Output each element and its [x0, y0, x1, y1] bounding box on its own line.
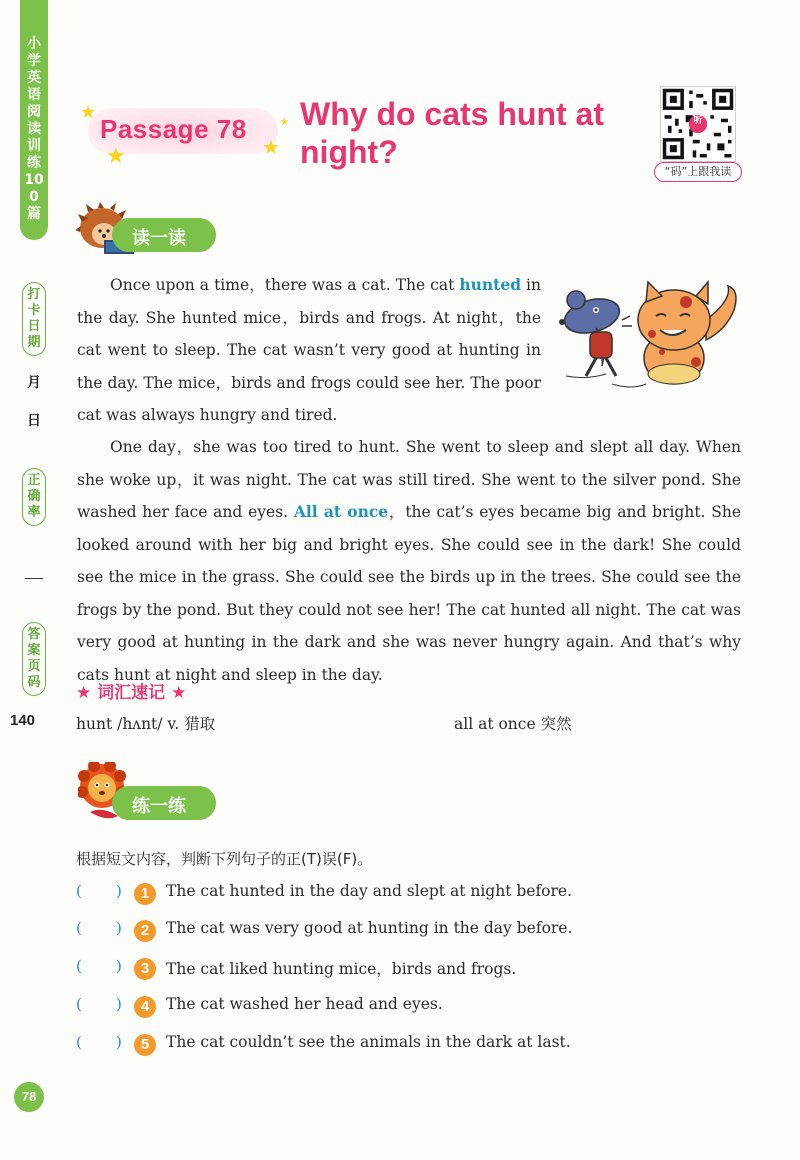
month-label: 月	[27, 375, 41, 391]
question-number: 5	[134, 1034, 156, 1056]
day-label: 日	[27, 413, 41, 429]
answer-page-number: 140	[10, 712, 36, 729]
answer-blank-close[interactable]: )	[116, 919, 122, 937]
star-icon: ★	[80, 102, 97, 123]
answer-page-label: 答案页码	[22, 622, 46, 696]
vocab-item-hunt: hunt /hʌnt/ v. 猎取	[76, 715, 216, 733]
highlight-phrase-all-at-once: All at once	[293, 502, 389, 521]
question-text: The cat liked hunting mice，birds and frogs.	[166, 960, 517, 978]
question-text: The cat hunted in the day and slept at night before.	[166, 882, 573, 900]
star-icon: ★	[280, 117, 289, 128]
star-icon: ★	[106, 144, 126, 169]
answer-blank-close[interactable]: )	[116, 882, 122, 900]
page-title: Why do cats hunt at night?	[300, 96, 604, 170]
answer-blank-open[interactable]: (	[76, 919, 82, 937]
paragraph-1-text-a: Once upon a time，there was a cat. The cat	[110, 276, 460, 294]
passage-paragraph-2	[77, 431, 741, 691]
qr-badge: 听	[693, 116, 703, 126]
question-number: 3	[134, 958, 156, 980]
paragraph-1-text-b: in the day. She hunted mice，birds and frogs. At night，the cat went to sleep. The cat wasn’t very good at hunting in the day. The mice，birds and frogs could see her. The poor cat was always hungry and tired.	[77, 276, 541, 424]
question-text: The cat couldn’t see the animals in the dark at last.	[166, 1033, 571, 1051]
paragraph-2-text-a: One day，she was too tired to hunt. She went to sleep and slept all day. When she woke up，it was night. The cat was still tired. She went to the silver pond. She washed her face and eyes.	[77, 438, 741, 521]
accuracy-blank	[25, 578, 43, 579]
answer-blank-open[interactable]: (	[76, 957, 82, 975]
question-text: The cat was very good at hunting in the day before.	[166, 919, 573, 937]
question-text: The cat washed her head and eyes.	[166, 995, 443, 1013]
question-number: 4	[134, 996, 156, 1018]
page-number: 78	[14, 1082, 44, 1112]
passage-label: Passage 78	[100, 114, 247, 144]
cat-and-mouse-illustration	[556, 280, 742, 392]
vocab-item-all-at-once: all at once 突然	[454, 715, 572, 733]
sidebar	[0, 0, 48, 1160]
answer-blank-close[interactable]: )	[116, 1033, 122, 1051]
practice-instruction: 根据短文内容，判断下列句子的正(T)误(F)。	[76, 850, 373, 868]
answer-blank-open[interactable]: (	[76, 995, 82, 1013]
answer-blank-open[interactable]: (	[76, 1033, 82, 1051]
star-icon: ★	[262, 135, 280, 159]
vocab-title: ★ 词汇速记 ★	[76, 683, 187, 703]
qr-code-box[interactable]	[654, 82, 742, 182]
qr-caption: “码”上跟我读	[654, 162, 742, 182]
answer-blank-open[interactable]: (	[76, 882, 82, 900]
answer-blank-close[interactable]: )	[116, 957, 122, 975]
question-number: 1	[134, 883, 156, 905]
answer-blank-close[interactable]: )	[116, 995, 122, 1013]
highlight-word-hunted: hunted	[459, 275, 522, 294]
read-section-title: 读一读	[132, 228, 186, 249]
series-title: 小学英语阅读训练100篇	[24, 36, 44, 222]
passage-paragraph-1	[77, 269, 541, 432]
accuracy-label: 正确率	[22, 468, 46, 526]
paragraph-2-text-b: ，the cat’s eyes became big and bright. She looked around with her big and bright eyes. She could see in the dark! She could see the mice in the grass. She could see the birds up in the trees. She could see the frogs by the pond. But they could not see her! The cat hunted all night. The cat was very good at hunting in the dark and she was never hungry again. And that’s why cats hunt at night and sleep in the day.	[77, 503, 741, 684]
question-number: 2	[134, 920, 156, 942]
checkin-label: 打卡日期	[22, 282, 46, 356]
practice-section-title: 练一练	[132, 796, 186, 817]
